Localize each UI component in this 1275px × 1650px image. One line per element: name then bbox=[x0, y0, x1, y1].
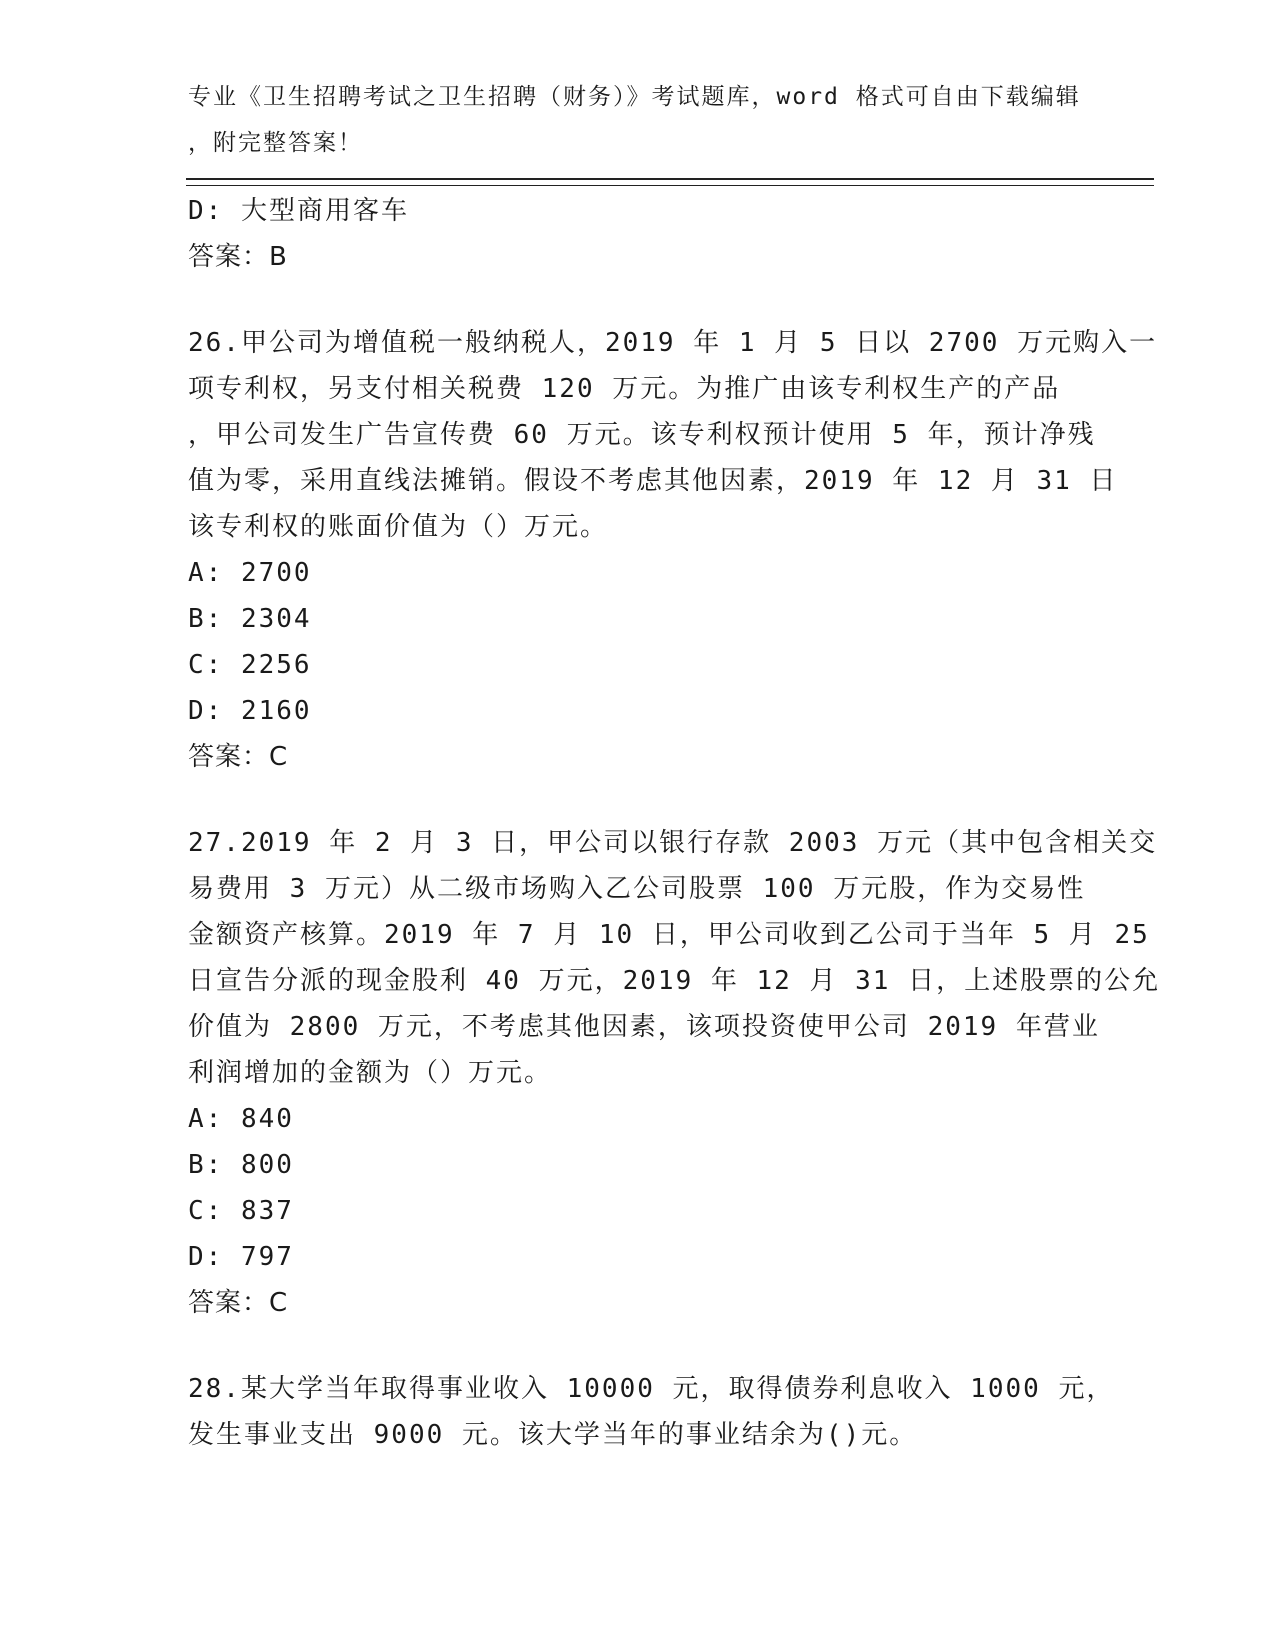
option-d: D: 797 bbox=[188, 1242, 294, 1272]
option-b: B: 2304 bbox=[188, 604, 312, 634]
question-text-line: 该专利权的账面价值为（）万元。 bbox=[188, 512, 609, 542]
question-text-line: ，甲公司发生广告宣传费 60 万元。该专利权预计使用 5 年，预计净残 bbox=[188, 420, 1096, 450]
question-text-line: 27.2019 年 2 月 3 日，甲公司以银行存款 2003 万元（其中包含相关交 bbox=[188, 828, 1158, 858]
answer: 答案：C bbox=[188, 742, 289, 772]
answer: 答案：B bbox=[188, 242, 288, 272]
answer: 答案：C bbox=[188, 1288, 289, 1318]
question-text-line: 利润增加的金额为（）万元。 bbox=[188, 1058, 553, 1088]
question-text-line: 日宣告分派的现金股利 40 万元，2019 年 12 月 31 日，上述股票的公允 bbox=[188, 966, 1161, 996]
option-d: D: 2160 bbox=[188, 696, 312, 726]
question-text-line: 项专利权，另支付相关税费 120 万元。为推广由该专利权生产的产品 bbox=[188, 374, 1061, 404]
question-block-26 bbox=[188, 320, 1158, 780]
question-text-line: 价值为 2800 万元，不考虑其他因素，该项投资使甲公司 2019 年营业 bbox=[188, 1012, 1100, 1042]
question-text-line: 发生事业支出 9000 元。该大学当年的事业结余为()元。 bbox=[188, 1420, 918, 1450]
option-c: C: 2256 bbox=[188, 650, 312, 680]
question-text-line: 28.某大学当年取得事业收入 10000 元，取得债券利息收入 1000 元， bbox=[188, 1374, 1115, 1404]
question-block-27 bbox=[188, 820, 1161, 1326]
header-divider bbox=[186, 178, 1154, 186]
option-c: C: 837 bbox=[188, 1196, 294, 1226]
question-text-line: 值为零，采用直线法摊销。假设不考虑其他因素，2019 年 12 月 31 日 bbox=[188, 466, 1118, 496]
header-line: ，附完整答案！ bbox=[188, 130, 363, 156]
question-block-25 bbox=[188, 188, 1088, 280]
question-text-line: 易费用 3 万元）从二级市场购入乙公司股票 100 万元股，作为交易性 bbox=[188, 874, 1086, 904]
question-text-line: 26.甲公司为增值税一般纳税人，2019 年 1 月 5 日以 2700 万元购入一 bbox=[188, 328, 1158, 358]
question-block-28 bbox=[188, 1366, 1115, 1458]
question-list bbox=[188, 188, 1161, 1458]
option-a: A: 840 bbox=[188, 1104, 294, 1134]
option-d: D: 大型商用客车 bbox=[188, 196, 409, 226]
option-a: A: 2700 bbox=[188, 558, 312, 588]
header-line: 专业《卫生招聘考试之卫生招聘（财务）》考试题库，word 格式可自由下载编辑 bbox=[188, 84, 1081, 110]
question-text-line: 金额资产核算。2019 年 7 月 10 日，甲公司收到乙公司于当年 5 月 25 bbox=[188, 920, 1150, 950]
option-b: B: 800 bbox=[188, 1150, 294, 1180]
page-header bbox=[188, 74, 1088, 166]
